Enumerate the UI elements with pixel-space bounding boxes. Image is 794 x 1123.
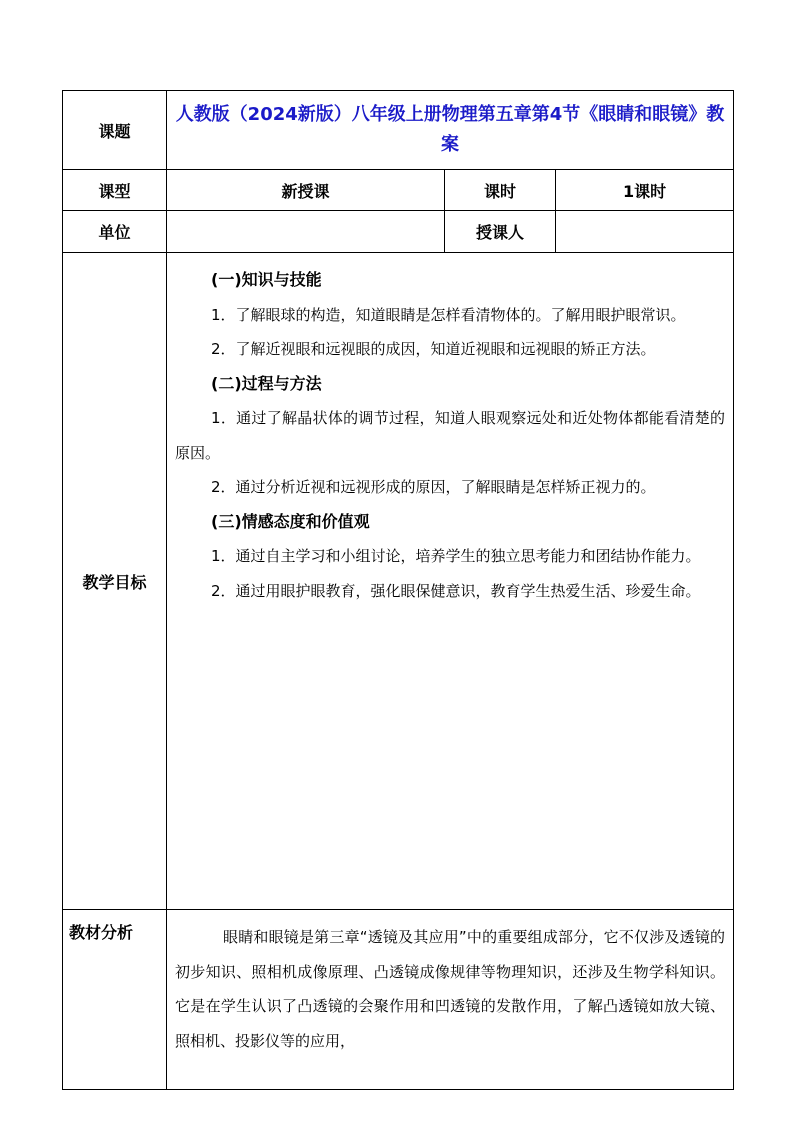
objectives-heading-3: (三)情感态度和价值观	[211, 511, 370, 531]
teacher-label: 授课人	[445, 211, 556, 253]
objectives-paragraph: 2．通过分析近视和远视形成的原因，了解眼睛是怎样矫正视力的。	[211, 478, 656, 496]
row-unit	[63, 211, 734, 253]
teacher-value	[556, 211, 734, 253]
type-label: 课型	[63, 170, 167, 211]
objectives-paragraph: 2．通过用眼护眼教育，强化眼保健意识，教育学生热爱生活、珍爱生命。	[211, 581, 701, 600]
objectives-heading-2: (二)过程与方法	[211, 373, 322, 393]
objectives-heading-1: (一)知识与技能	[211, 270, 322, 289]
hours-label: 课时	[445, 170, 556, 211]
row-topic	[63, 91, 734, 170]
type-value: 新授课	[167, 170, 445, 211]
lesson-plan-table	[62, 90, 734, 1090]
row-objectives	[63, 253, 734, 910]
unit-label: 单位	[63, 211, 167, 253]
objectives-content	[167, 253, 734, 910]
row-type	[63, 170, 734, 211]
analysis-label: 教材分析	[63, 910, 167, 1090]
objectives-label: 教学目标	[63, 253, 167, 910]
unit-value	[167, 211, 445, 253]
topic-title: 人教版（2024新版）八年级上册物理第五章第4节《眼睛和眼镜》教案	[167, 91, 734, 170]
topic-label: 课题	[63, 91, 167, 170]
analysis-paragraph: 眼睛和眼镜是第三章“透镜及其应用”中的重要组成部分，它不仅涉及透镜的初步知识、照相机成像原理、凸透镜成像规律等物理知识，还涉及生物学科知识。它是在学生认识了凸透镜的会聚作用和凹透镜的发散作用，了解凸透镜如放大镜、照相机、投影仪等的应用，	[175, 928, 726, 1050]
hours-value: 1课时	[556, 170, 734, 211]
objectives-paragraph: 1．了解眼球的构造，知道眼睛是怎样看清物体的。了解用眼护眼常识。	[211, 305, 686, 324]
objectives-paragraph: 2．了解近视眼和远视眼的成因，知道近视眼和远视眼的矫正方法。	[211, 340, 656, 358]
row-analysis	[63, 910, 734, 1090]
objectives-paragraph: 1．通过了解晶状体的调节过程，知道人眼观察远处和近处物体都能看清楚的原因。	[175, 409, 726, 462]
analysis-content	[167, 910, 734, 1090]
objectives-paragraph: 1．通过自主学习和小组讨论，培养学生的独立思考能力和团结协作能力。	[211, 547, 701, 565]
